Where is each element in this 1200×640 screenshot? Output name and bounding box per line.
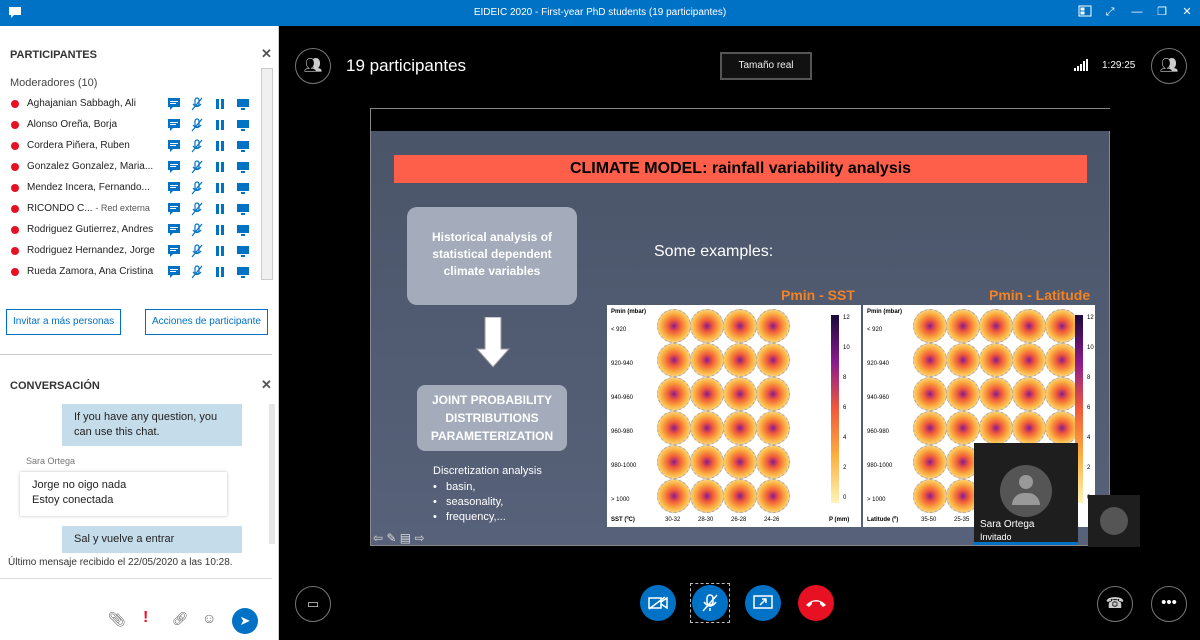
density-plot xyxy=(1012,377,1046,411)
mic-muted-icon[interactable] xyxy=(190,202,204,216)
row-label: < 920 xyxy=(611,327,627,333)
pmin-sst-chart xyxy=(607,305,861,527)
status-dot xyxy=(11,121,19,129)
participant-row[interactable] xyxy=(0,262,262,283)
colorbar-tick: 12 xyxy=(1087,315,1094,321)
participant-name: Cordera Piñera, Ruben xyxy=(27,140,130,151)
participants-icon[interactable]: 👥︎ xyxy=(295,48,331,84)
participant-row[interactable] xyxy=(0,115,262,136)
density-plot xyxy=(723,309,757,343)
colorbar-tick: 12 xyxy=(843,315,850,321)
mic-muted-icon[interactable] xyxy=(190,160,204,174)
density-plot xyxy=(723,479,757,513)
pause-icon[interactable] xyxy=(213,202,227,216)
participants-count: 19 participantes xyxy=(346,56,467,75)
chat-message: Jorge no oigo nada Estoy conectada xyxy=(20,472,227,516)
pause-icon[interactable] xyxy=(213,139,227,153)
density-plot xyxy=(756,377,790,411)
density-plot xyxy=(690,411,724,445)
screen-icon[interactable] xyxy=(236,181,250,195)
colorbar-tick: 4 xyxy=(843,435,847,441)
pause-icon[interactable] xyxy=(213,181,227,195)
x-axis-label: Latitude (º) xyxy=(867,517,899,523)
row-label: 920-940 xyxy=(611,361,634,367)
column-label: 28-30 xyxy=(698,517,714,523)
pause-icon[interactable] xyxy=(213,97,227,111)
participant-name: Alonso Oreña, Borja xyxy=(27,119,118,130)
row-label: 940-960 xyxy=(611,395,634,401)
screen-icon[interactable] xyxy=(236,202,250,216)
participant-name: Rodriguez Gutierrez, Andres xyxy=(27,224,154,235)
screen-icon[interactable] xyxy=(236,244,250,258)
row-header: Pmin (mbar) xyxy=(867,309,903,315)
pause-icon[interactable] xyxy=(213,223,227,237)
status-dot xyxy=(11,184,19,192)
density-plot xyxy=(723,411,757,445)
status-dot xyxy=(11,163,19,171)
colorbar-tick: 2 xyxy=(1087,465,1091,471)
participant-row[interactable] xyxy=(0,136,262,157)
participant-name: Aghajanian Sabbagh, Ali xyxy=(27,98,136,109)
avatar xyxy=(1100,507,1128,535)
chart1-title: Pmin - SST xyxy=(781,287,855,303)
add-participant-icon[interactable]: 👥︎ xyxy=(1151,48,1187,84)
im-icon[interactable] xyxy=(167,160,181,174)
participant-name: Rueda Zamora, Ana Cristina xyxy=(27,266,154,277)
historical-box: Historical analysis of statistical dependent climate variables xyxy=(407,207,577,305)
mic-muted-icon[interactable] xyxy=(190,223,204,237)
x-axis-label: SST (ºC) xyxy=(611,517,635,523)
mic-muted-icon[interactable] xyxy=(190,118,204,132)
screen-icon[interactable] xyxy=(236,97,250,111)
density-plot xyxy=(723,343,757,377)
participant-name: Rodriguez Hernandez, Jorge xyxy=(27,245,155,256)
participant-name: Gonzalez Gonzalez, Maria... xyxy=(27,161,154,172)
mic-muted-icon[interactable] xyxy=(190,181,204,195)
density-plot xyxy=(1012,411,1046,445)
density-plot xyxy=(1012,309,1046,343)
discretization-title: Discretization analysis xyxy=(433,465,542,477)
colorbar-tick: 6 xyxy=(1087,405,1091,411)
density-plot xyxy=(913,445,947,479)
column-label: 25-35 xyxy=(954,517,970,523)
bullet-item: • frequency,... xyxy=(433,511,506,523)
more-options-icon[interactable]: ••• xyxy=(1151,586,1187,622)
colorbar-tick: 0 xyxy=(843,495,847,501)
density-plot xyxy=(1012,343,1046,377)
im-icon[interactable] xyxy=(167,97,181,111)
meeting-timer: 1:29:25 xyxy=(1102,60,1136,71)
invite-button[interactable]: Invitar a más personas xyxy=(6,309,121,335)
density-plot xyxy=(756,343,790,377)
density-plot xyxy=(913,377,947,411)
row-header: Pmin (mbar) xyxy=(611,309,647,315)
participant-row[interactable] xyxy=(0,241,262,262)
real-size-button[interactable]: Tamaño real xyxy=(720,52,812,80)
colorbar-tick: 6 xyxy=(843,405,847,411)
density-plot xyxy=(946,309,980,343)
share-screen-icon[interactable] xyxy=(745,585,781,621)
status-dot xyxy=(11,205,19,213)
attach-icon[interactable]: 📎︎ xyxy=(108,611,126,627)
pause-icon[interactable] xyxy=(213,265,227,279)
priority-icon[interactable]: ! xyxy=(143,609,149,626)
row-label: 980-1000 xyxy=(867,463,893,469)
chat-toggle-icon[interactable]: ▭ xyxy=(295,586,331,622)
participant-name: RICONDO C... - Red externa xyxy=(27,203,150,214)
colorbar-tick: 8 xyxy=(1087,375,1091,381)
density-plot xyxy=(657,411,691,445)
density-plot xyxy=(913,309,947,343)
hang-up-icon[interactable] xyxy=(798,585,834,621)
window-title: EIDEIC 2020 - First-year PhD students (19 participantes) xyxy=(473,7,727,18)
density-plot xyxy=(657,377,691,411)
status-dot xyxy=(11,100,19,108)
density-plot xyxy=(756,445,790,479)
density-plot xyxy=(1045,343,1079,377)
density-plot xyxy=(690,377,724,411)
group-label: Moderadores (10) xyxy=(10,77,98,89)
participants-title: PARTICIPANTES xyxy=(10,49,97,61)
examples-label: Some examples: xyxy=(654,243,774,260)
mic-muted-icon[interactable] xyxy=(190,244,204,258)
density-plot xyxy=(690,309,724,343)
joint-probability-box: JOINT PROBABILITY DISTRIBUTIONS PARAMETERIZATION xyxy=(417,385,567,451)
colorbar xyxy=(831,315,839,503)
chat-message: Sal y vuelve a entrar xyxy=(62,526,242,553)
close-participants-icon[interactable]: ✕ xyxy=(261,46,272,61)
chat-message: If you have any question, you can use this chat. xyxy=(62,404,242,446)
title-bar xyxy=(0,0,1200,26)
emoji-icon[interactable]: ☺ xyxy=(202,610,217,626)
last-received: Último mensaje recibido el 22/05/2020 a las 10:28. xyxy=(8,557,233,568)
density-plot xyxy=(756,411,790,445)
row-label: > 1000 xyxy=(611,497,630,503)
avatar xyxy=(1000,465,1052,517)
density-plot xyxy=(756,479,790,513)
screen-icon[interactable] xyxy=(236,223,250,237)
send-icon[interactable]: ➤ xyxy=(232,608,258,634)
im-icon[interactable] xyxy=(167,223,181,237)
slide-nav-icon[interactable]: ⇦ ✎ ▤ ⇨ xyxy=(373,531,425,545)
pause-icon[interactable] xyxy=(213,160,227,174)
status-dot xyxy=(11,247,19,255)
column-label: 35-50 xyxy=(921,517,937,523)
density-plot xyxy=(690,479,724,513)
participant-name: Mendez Incera, Fernando... xyxy=(27,182,150,193)
density-plot xyxy=(690,445,724,479)
pause-icon[interactable] xyxy=(213,244,227,258)
fullscreen-icon[interactable]: ⤢ xyxy=(1105,6,1115,18)
mic-muted-icon[interactable] xyxy=(692,585,728,621)
pause-icon[interactable] xyxy=(213,118,227,132)
colorbar-tick: 10 xyxy=(843,345,850,351)
close-conversation-icon[interactable]: ✕ xyxy=(261,377,272,392)
participant-row[interactable] xyxy=(0,199,262,220)
row-label: 980-1000 xyxy=(611,463,637,469)
density-plot xyxy=(913,411,947,445)
column-label: 30-32 xyxy=(665,517,681,523)
chat-sender: Sara Ortega xyxy=(26,456,76,466)
slide-title: CLIMATE MODEL: rainfall variability analysis xyxy=(394,155,1087,183)
im-icon[interactable] xyxy=(167,244,181,258)
density-plot xyxy=(979,377,1013,411)
density-plot xyxy=(946,377,980,411)
screen-icon[interactable] xyxy=(236,139,250,153)
mic-muted-icon[interactable] xyxy=(190,139,204,153)
chat-input[interactable] xyxy=(0,578,272,640)
close-window-icon[interactable]: ✕ xyxy=(1182,6,1192,18)
density-plot xyxy=(946,411,980,445)
density-plot xyxy=(979,343,1013,377)
im-icon[interactable] xyxy=(167,265,181,279)
density-plot xyxy=(690,343,724,377)
density-plot xyxy=(657,343,691,377)
bullet-item: • basin, xyxy=(433,481,476,493)
signal-icon xyxy=(1074,58,1088,70)
status-dot xyxy=(11,268,19,276)
chat-scrollbar[interactable] xyxy=(269,404,275,544)
minimize-icon[interactable]: — xyxy=(1131,6,1143,18)
bullet-item: • seasonality, xyxy=(433,496,504,508)
screen-icon[interactable] xyxy=(236,160,250,174)
im-icon[interactable] xyxy=(167,181,181,195)
colorbar-tick: 8 xyxy=(843,375,847,381)
column-label: 26-28 xyxy=(731,517,747,523)
density-plot xyxy=(657,445,691,479)
density-plot xyxy=(913,479,947,513)
participant-actions-button[interactable]: Acciones de participante xyxy=(145,309,268,335)
restore-icon[interactable]: ❐ xyxy=(1157,6,1167,18)
participants-scrollbar[interactable] xyxy=(261,68,273,280)
im-icon[interactable] xyxy=(167,202,181,216)
participant-row[interactable] xyxy=(0,178,262,199)
density-plot xyxy=(913,343,947,377)
participant-row[interactable] xyxy=(0,157,262,178)
mic-muted-icon[interactable] xyxy=(190,97,204,111)
chart2-title: Pmin - Latitude xyxy=(989,287,1091,303)
left-panel xyxy=(0,26,279,640)
im-icon[interactable] xyxy=(167,139,181,153)
density-plot xyxy=(1045,377,1079,411)
row-label: 960-980 xyxy=(611,429,634,435)
density-plot xyxy=(1045,309,1079,343)
density-plot xyxy=(657,309,691,343)
density-plot xyxy=(657,479,691,513)
colorbar-tick: 2 xyxy=(843,465,847,471)
colorbar-tick: 10 xyxy=(1087,345,1094,351)
video-role: Invitado xyxy=(980,532,1012,542)
participant-row[interactable] xyxy=(0,220,262,241)
unit-label: P (mm) xyxy=(829,517,850,523)
link-icon[interactable]: 🔗︎ xyxy=(172,611,189,626)
im-icon[interactable] xyxy=(167,118,181,132)
row-label: 960-980 xyxy=(867,429,890,435)
down-arrow-icon xyxy=(475,317,511,369)
density-plot xyxy=(723,445,757,479)
status-dot xyxy=(11,226,19,234)
video-name: Sara Ortega xyxy=(980,519,1035,530)
row-label: < 920 xyxy=(867,327,883,333)
density-plot xyxy=(756,309,790,343)
row-label: 920-940 xyxy=(867,361,890,367)
density-plot xyxy=(979,309,1013,343)
density-plot xyxy=(723,377,757,411)
layout-icon[interactable] xyxy=(1078,5,1092,19)
column-label: 24-26 xyxy=(764,517,780,523)
colorbar-tick: 4 xyxy=(1087,435,1091,441)
self-video-tile[interactable] xyxy=(1088,495,1140,547)
call-settings-icon[interactable]: ☎ xyxy=(1097,586,1133,622)
mic-muted-icon[interactable] xyxy=(190,265,204,279)
video-tile[interactable] xyxy=(974,443,1078,545)
conversation-title: CONVERSACIÓN xyxy=(10,380,100,392)
screen-icon[interactable] xyxy=(236,118,250,132)
density-plot xyxy=(979,411,1013,445)
density-plot xyxy=(1045,411,1079,445)
participant-row[interactable] xyxy=(0,94,262,115)
density-plot xyxy=(946,343,980,377)
row-label: 940-960 xyxy=(867,395,890,401)
camera-off-icon[interactable] xyxy=(640,585,676,621)
screen-icon[interactable] xyxy=(236,265,250,279)
status-dot xyxy=(11,142,19,150)
row-label: > 1000 xyxy=(867,497,886,503)
